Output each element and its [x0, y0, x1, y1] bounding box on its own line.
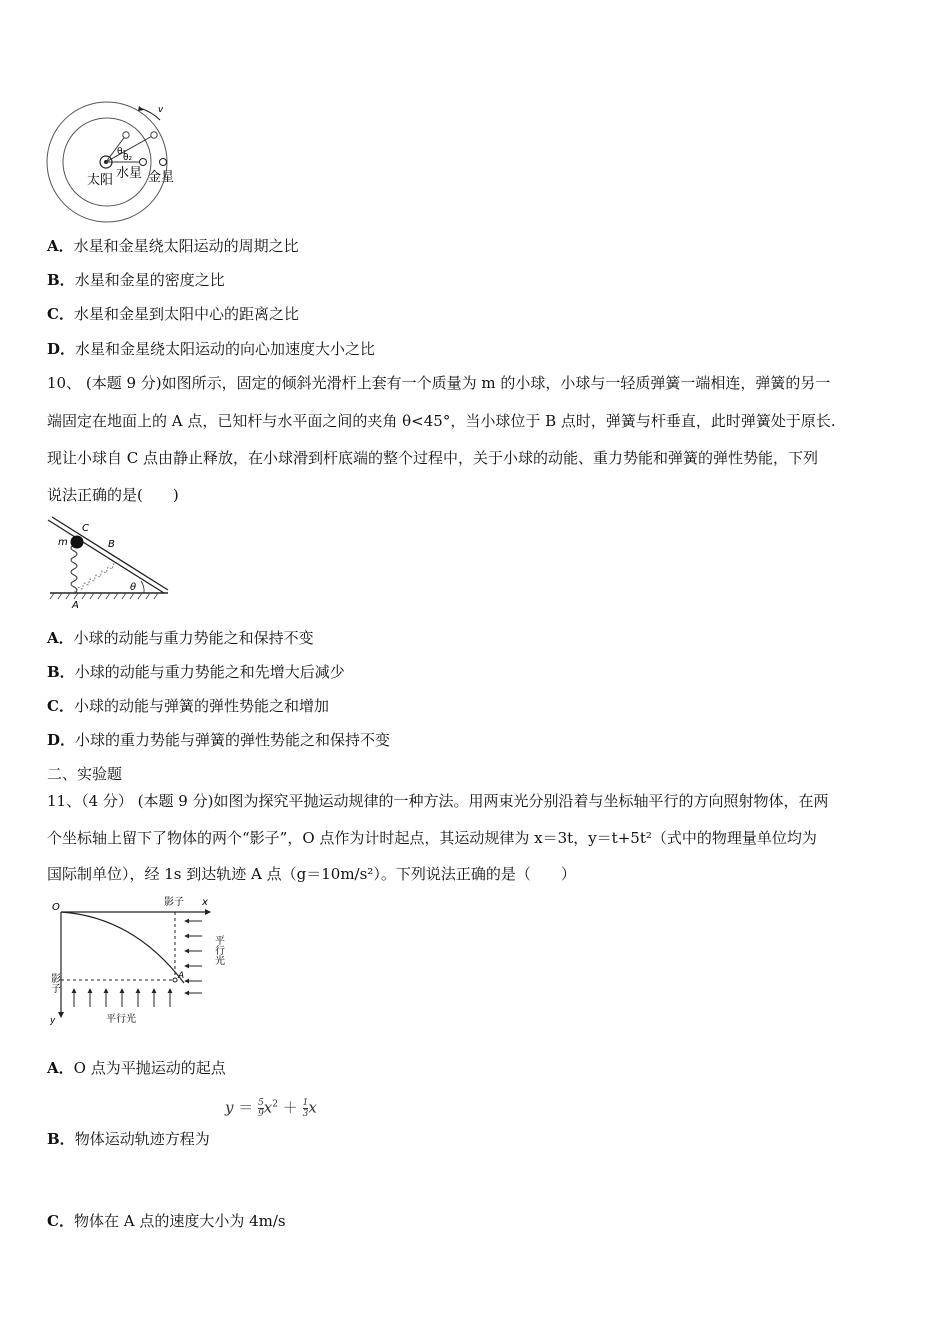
y-axis-label: y: [50, 1016, 56, 1026]
q11-line-1: 11、（4 分） (本题 9 分)如图为探究平抛运动规律的一种方法。用两束光分别沿着与坐标轴平行的方向照射物体，在两: [47, 792, 829, 810]
mass-label: m: [58, 537, 68, 548]
q11-line-3: 国际制单位），经 1s 到达轨迹 A 点（g＝10m/s²）。下列说法正确的是（ ）: [47, 865, 576, 883]
q11-option-c[interactable]: C．物体在 A 点的速度大小为 4m/s: [47, 1212, 286, 1230]
theta2-label: θ₂: [123, 153, 133, 163]
point-c-label: C: [82, 523, 89, 534]
projectile-figure: [44, 895, 234, 1027]
q9-option-c[interactable]: C．水星和金星到太阳中心的距离之比: [47, 305, 299, 323]
velocity-label: v: [158, 105, 164, 115]
x-axis-label: x: [202, 897, 208, 908]
ball-icon: [71, 536, 84, 549]
q9-option-b[interactable]: B．水星和金星的密度之比: [47, 271, 225, 289]
q10-line-2: 端固定在地面上的 A 点，已知杆与水平面之间的夹角 θ<45°，当小球位于 B 点时，弹簧与杆垂直，此时弹簧处于原长.: [47, 412, 836, 430]
point-a-label: A: [178, 971, 185, 981]
q10-line-4: 说法正确的是( ): [47, 486, 179, 504]
origin-label: O: [52, 902, 60, 913]
parallel-light-bottom-label: 平行光: [106, 1014, 136, 1025]
spring-vertical: [71, 545, 77, 593]
point-a-marker: [173, 978, 177, 982]
theta1-label: θ₁: [117, 147, 127, 157]
q10-option-b[interactable]: B．小球的动能与重力势能之和先增大后减少: [47, 663, 345, 681]
shadow-left-label: 影子: [48, 973, 60, 993]
q9-option-d[interactable]: D．水星和金星绕太阳运动的向心加速度大小之比: [47, 340, 376, 358]
q11-line-2: 个坐标轴上留下了物体的两个“影子”，O 点作为计时起点，其运动规律为 x＝3t，y＝t+5t²（式中的物理量单位均为: [47, 829, 817, 847]
point-a-label: A: [72, 600, 79, 611]
shadow-top-label: 影子: [164, 897, 184, 908]
venus-label: 金星: [148, 170, 175, 185]
trajectory-curve: [61, 912, 184, 983]
mercury-label: 水星: [116, 166, 143, 181]
venus-icon: [123, 132, 129, 138]
mercury-icon: [140, 159, 147, 166]
q10-option-a[interactable]: A．小球的动能与重力势能之和保持不变: [47, 629, 314, 647]
incline-rod: [48, 520, 164, 593]
point-b-label: B: [108, 539, 115, 550]
q11-option-a[interactable]: A．O 点为平抛运动的起点: [47, 1059, 226, 1077]
section-heading: 二、实验题: [47, 765, 123, 783]
q10-line-3: 现让小球自 C 点由静止释放，在小球滑到杆底端的整个过程中，关于小球的动能、重力势能和弹簧的弹性势能，下列: [47, 449, 819, 467]
spring-perpendicular: [74, 563, 114, 593]
angle-theta-label: θ: [130, 582, 137, 593]
parallel-light-right-label: 平行光: [212, 935, 224, 965]
sun-label: 太阳: [87, 173, 114, 188]
q10-line-1: 10、 (本题 9 分)如图所示，固定的倾斜光滑杆上套有一个质量为 m 的小球，小球与一轻质弹簧一端相连，弹簧的另一: [47, 374, 831, 392]
trajectory-formula: 𝑦 ＝ $\frac{5}{9}$ 𝑥$^2$ ＋ $\frac{1}{3}$ 𝑥: [225, 1098, 317, 1119]
incline-figure: [44, 515, 174, 611]
q11-option-b[interactable]: B．物体运动轨迹方程为: [47, 1130, 210, 1148]
orbit-figure: [44, 98, 184, 226]
q10-option-c[interactable]: C．小球的动能与弹簧的弹性势能之和增加: [47, 697, 329, 715]
q9-option-a[interactable]: A．水星和金星绕太阳运动的周期之比: [47, 237, 299, 255]
q10-option-d[interactable]: D．小球的重力势能与弹簧的弹性势能之和保持不变: [47, 731, 391, 749]
